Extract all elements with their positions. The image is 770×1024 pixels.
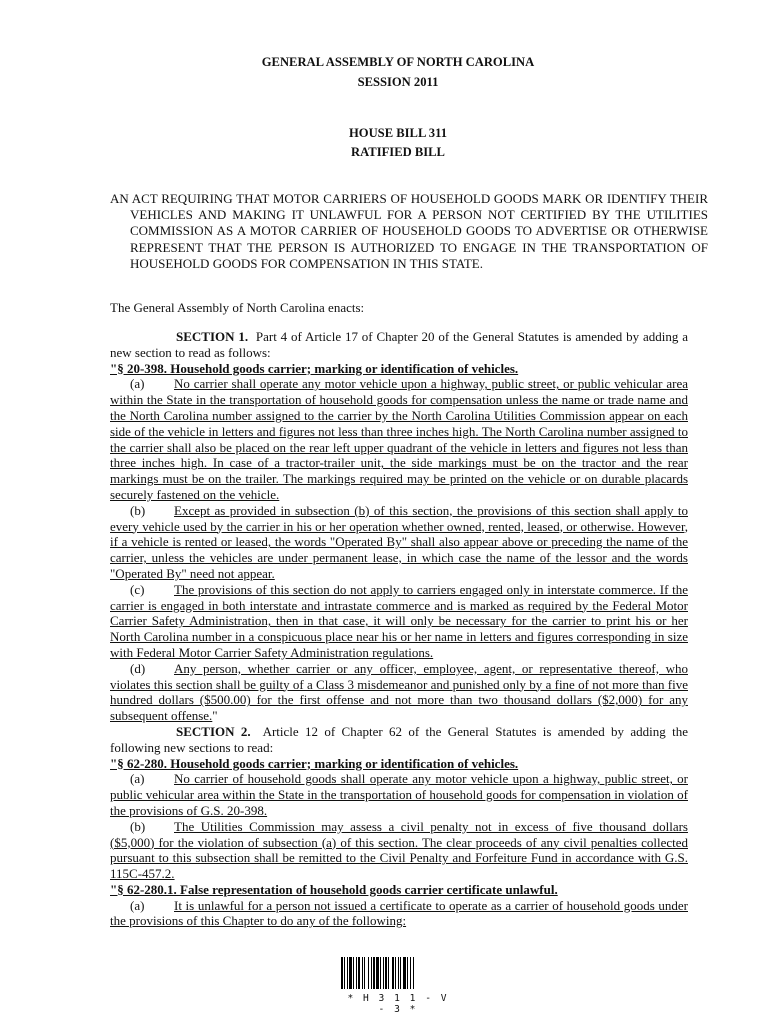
enacting-clause: The General Assembly of North Carolina enacts: (110, 300, 365, 315)
s20-398-subsection-d: (d) Any person, whether carrier or any officer, employee, agent, or representative thereof, who violates this section shall be guilty of a Class 3 misdemeanor and punished only by a fine of not more than five hundred dollars ($500.00) for the first offense and not more than two thousand dollars ($2,000) for any subsequent offense." (110, 660, 688, 724)
s20-398-subsection-b: (b) Except as provided in subsection (b) of this section, the provisions of this section shall apply to every vehicle used by the carrier in his or her operation whether owned, rented, leased, or otherwise. However, if a vehicle is rented or leased, the words "Operated By" shall also appear above or preceding the name of the carrier, unless the vehicles are under permanent lease, in which case the name of the lessor and the words "Operated By" need not appear. (110, 502, 688, 581)
bill-body (110, 329, 688, 929)
session-header: SESSION 2011 (357, 75, 439, 89)
act-title: AN ACT REQUIRING THAT MOTOR CARRIERS OF HOUSEHOLD GOODS MARK OR IDENTIFY THEIR VEHICLES AND MAKING IT UNLAWFUL FOR A PERSON NOT CERTIFIED BY THE UTILITIES COMMISSION AS A MOTOR CARRIER OF HOUSEHOLD GOODS TO ADVERTISE OR OTHERWISE REPRESENT THAT THE PERSON IS AUTHORIZED TO ENGAGE IN THE TRANSPORTATION OF HOUSEHOLD GOODS FOR COMPENSATION IN THIS STATE. (110, 191, 708, 271)
bill-number: HOUSE BILL 311 (349, 126, 447, 140)
section-20-398-heading: "§ 20-398. Household goods carrier; marking or identification of vehicles. (110, 360, 519, 376)
s62-280-1-subsection-a: (a) It is unlawful for a person not issued a certificate to operate as a carrier of household goods under the provisions of this Chapter to do any of the following: (110, 897, 688, 929)
section-2-text: Article 12 of Chapter 62 of the General Statutes is amended by adding the following new sections to read: (110, 723, 688, 755)
assembly-header: GENERAL ASSEMBLY OF NORTH CAROLINA (261, 55, 535, 69)
s20-398-subsection-a: (a) No carrier shall operate any motor vehicle upon a highway, public street, or public vehicular area within the State in the transportation of household goods for compensation unless the name or trade name and the North Carolina number assigned to the carrier by the North Carolina Utilities Commission appear on each side of the vehicle in letters and figures not less than three inches high. The North Carolina number assigned to the carrier shall also be placed on the rear left upper quadrant of the vehicle in letters and figures not less than three inches high. In case of a tractor-trailer unit, the side markings must be on the tractor and the rear markings must be on the trailer. The markings required may be printed on the vehicle or on durable placards securely fastened on the vehicle. (110, 376, 688, 502)
barcode-text: * H 3 1 1 - V - 3 * (347, 993, 449, 1015)
section-1-label: SECTION 1. (176, 329, 249, 344)
bill-status: RATIFIED BILL (351, 145, 445, 159)
section-62-280-1-heading: "§ 62-280.1. False representation of household goods carrier certificate unlawful. (110, 881, 558, 897)
s62-280-subsection-a: (a) No carrier of household goods shall operate any motor vehicle upon a highway, public street, or public vehicular area within the State in the transportation of household goods for compensation in violation of the provisions of G.S. 20-398. (110, 771, 688, 818)
s62-280-subsection-b: (b) The Utilities Commission may assess a civil penalty not in excess of five thousand dollars ($5,000) for the violation of subsection (a) of this section. The clear proceeds of any civil penalties collected pursuant to this subsection shall be remitted to the Civil Penalty and Forfeiture Fund in accordance with G.S. 115C-457.2. (110, 818, 688, 882)
section-1-intro (110, 329, 688, 361)
s20-398-subsection-c: (c) The provisions of this section do not apply to carriers engaged only in interstate commerce. If the carrier is engaged in both interstate and intrastate commerce and is marked as required by the Federal Motor Carrier Safety Administration, then in that case, it will only be necessary for the carrier to print his or her North Carolina number in a conspicuous place near his or her name in letters and figures corresponding in size with Federal Motor Carrier Safety Administration regulations. (110, 581, 688, 660)
section-62-280-heading: "§ 62-280. Household goods carrier; marking or identification of vehicles. (110, 755, 519, 771)
section-2-label: SECTION 2. (176, 723, 251, 739)
section-2-intro (110, 724, 688, 756)
barcode-image (341, 957, 455, 989)
section-1-text: Part 4 of Article 17 of Chapter 20 of the General Statutes is amended by adding a new section to read as follows: (110, 329, 688, 360)
